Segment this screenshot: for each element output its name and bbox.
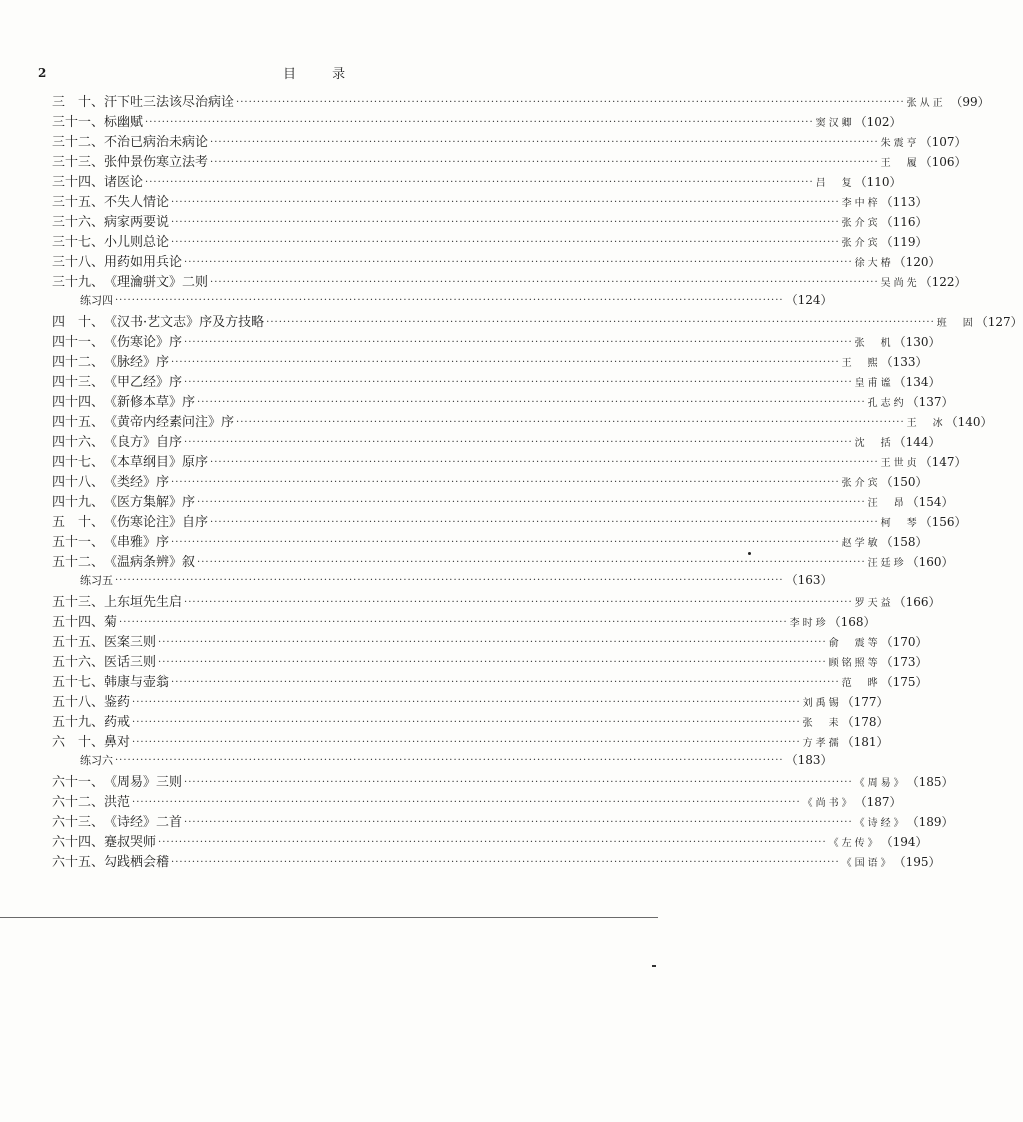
toc-leader-dots: ································································································································································: [119, 617, 788, 628]
toc-title: 用药如用兵论: [104, 255, 183, 270]
toc-page-ref: （166）: [893, 595, 941, 609]
toc-title: 汗下吐三法该尽治病诠: [104, 95, 235, 110]
toc-number: 五十一、: [52, 535, 105, 550]
toc-page-ref: （102）: [854, 115, 902, 129]
toc-author: 沈 括: [854, 438, 894, 449]
toc-author: 李时珍: [789, 618, 829, 629]
toc-number: 三十三、: [52, 155, 105, 170]
toc-page-ref: （194）: [880, 835, 928, 849]
toc-row: [52, 471, 928, 491]
toc-leader-dots: ································································································································································: [171, 357, 840, 368]
toc-row: [52, 451, 967, 471]
toc-row: [52, 851, 941, 871]
toc-page-ref: （147）: [919, 455, 967, 469]
toc-title: 《医方集解》序: [104, 495, 196, 510]
toc-author: 《左传》: [828, 838, 881, 849]
toc-author: 王 熙: [841, 358, 881, 369]
toc-page-ref: （110）: [854, 175, 902, 189]
toc-author: 赵学敏: [841, 538, 881, 549]
toc-title: 《汉书·艺文志》序及方技略: [104, 315, 265, 330]
toc-title: 菊: [104, 615, 118, 630]
toc-author: 李中梓: [841, 198, 881, 209]
toc-number: 五十三、: [52, 595, 105, 610]
toc-page-ref: （137）: [906, 395, 954, 409]
toc-number: 四十八、: [52, 475, 105, 490]
toc-leader-dots: ································································································································································: [132, 717, 801, 728]
toc-leader-dots: ································································································································································: [171, 217, 840, 228]
toc-number: 六十三、: [52, 815, 105, 830]
toc-title: 《甲乙经》序: [104, 375, 183, 390]
toc-leader-dots: ································································································································································: [184, 257, 853, 268]
toc-page-ref: （189）: [906, 815, 954, 829]
toc-author: 罗天益: [854, 598, 894, 609]
toc-leader-dots: ································································································································································: [184, 337, 853, 348]
toc-leader-dots: ································································································································································: [197, 397, 866, 408]
toc-author: 班 固: [936, 318, 976, 329]
bottom-rule: [0, 917, 658, 918]
toc-number: 四十六、: [52, 435, 105, 450]
toc-page-ref: （158）: [880, 535, 928, 549]
toc-number: 四十一、: [52, 335, 105, 350]
toc-number: 五十八、: [52, 695, 105, 710]
toc-number: 五十四、: [52, 615, 105, 630]
toc-row: [52, 271, 967, 291]
toc-page-ref: （195）: [893, 855, 941, 869]
toc-number: 四十三、: [52, 375, 105, 390]
toc-leader-dots: ································································································································································: [132, 737, 801, 748]
toc-author: 王 履: [880, 158, 920, 169]
toc-title: 《新修本草》序: [104, 395, 196, 410]
toc-title: 医话三则: [104, 655, 157, 670]
toc-number: 五十九、: [52, 715, 105, 730]
toc-page-ref: （156）: [919, 515, 967, 529]
toc-title: 练习五: [80, 574, 113, 587]
scan-speck: [652, 965, 656, 967]
toc-leader-dots: ································································································································································: [158, 837, 827, 848]
toc-page-ref: （130）: [893, 335, 941, 349]
toc-row: [52, 611, 876, 631]
toc-row: [52, 671, 928, 691]
toc-author: 皇甫谧: [854, 378, 894, 389]
toc-leader-dots: ································································································································································: [171, 857, 840, 868]
toc-author: 《诗经》: [854, 818, 907, 829]
toc-number: 三十二、: [52, 135, 105, 150]
toc-title: 医案三则: [104, 635, 157, 650]
toc-title: 不治已病治未病论: [104, 135, 209, 150]
toc-title: 标幽赋: [104, 115, 144, 130]
toc-leader-dots: ································································································································································: [184, 377, 853, 388]
toc-row: [52, 391, 954, 411]
toc-number: 三十九、: [52, 275, 105, 290]
toc-title: 《良方》自序: [104, 435, 183, 450]
toc-title: 《类经》序: [104, 475, 170, 490]
toc-row: [52, 111, 902, 131]
toc-leader-dots: ································································································································································: [184, 437, 853, 448]
toc-leader-dots: ································································································································································: [171, 197, 840, 208]
scan-speck: [748, 552, 751, 555]
toc-row: [52, 791, 902, 811]
toc-leader-dots: ································································································································································: [132, 797, 801, 808]
toc-row: [52, 811, 954, 831]
toc-exercise-row: [52, 571, 833, 591]
toc-title: 勾践栖会稽: [104, 855, 170, 870]
toc-number: 五十五、: [52, 635, 105, 650]
toc-page-ref: （119）: [880, 235, 928, 249]
toc-title: 张仲景伤寒立法考: [104, 155, 209, 170]
toc-page-ref: （170）: [880, 635, 928, 649]
toc-author: 汪 昂: [867, 498, 907, 509]
toc-row: [52, 511, 967, 531]
toc-title: 病家两要说: [104, 215, 170, 230]
toc-author: 范 晔: [841, 678, 881, 689]
toc-page-ref: （181）: [841, 735, 889, 749]
toc-title: 鼻对: [104, 735, 131, 750]
toc-row: [52, 251, 941, 271]
toc-page-ref: （124）: [785, 293, 833, 307]
toc-leader-dots: ································································································································································: [171, 677, 840, 688]
toc-row: [52, 411, 993, 431]
toc-leader-dots: ································································································································································: [197, 557, 866, 568]
toc-title: 诸医论: [104, 175, 144, 190]
toc-number: 三十五、: [52, 195, 105, 210]
toc-row: [52, 191, 928, 211]
toc-leader-dots: ································································································································································: [171, 477, 840, 488]
toc-author: 汪廷珍: [867, 558, 907, 569]
toc-row: [52, 691, 889, 711]
toc-number: 五十七、: [52, 675, 105, 690]
toc-number: 三十六、: [52, 215, 105, 230]
toc-title: 不失人情论: [104, 195, 170, 210]
toc-title: 《诗经》二首: [104, 815, 183, 830]
toc-leader-dots: ································································································································································: [115, 575, 784, 586]
toc-number: 四十七、: [52, 455, 105, 470]
toc-leader-dots: ································································································································································: [266, 317, 935, 328]
toc-leader-dots: ································································································································································: [145, 177, 814, 188]
toc-author: 刘禹锡: [802, 698, 842, 709]
toc-title: 上东垣先生启: [104, 595, 183, 610]
toc-leader-dots: ································································································································································: [184, 597, 853, 608]
toc-number: 四十五、: [52, 415, 105, 430]
toc-author: 张介宾: [841, 478, 881, 489]
toc-author: 窦汉卿: [815, 118, 855, 129]
page-number: 2: [38, 66, 47, 80]
toc-row: [52, 131, 967, 151]
toc-number: 六十五、: [52, 855, 105, 870]
toc-author: 顾铭照等: [828, 658, 881, 669]
toc-author: 孔志约: [867, 398, 907, 409]
toc-leader-dots: ································································································································································: [184, 777, 853, 788]
toc-leader-dots: ································································································································································: [145, 117, 814, 128]
toc-page-ref: （187）: [854, 795, 902, 809]
toc-page-ref: （120）: [893, 255, 941, 269]
toc-number: 三 十、: [52, 95, 105, 110]
toc-leader-dots: ································································································································································: [236, 97, 905, 108]
toc-leader-dots: ································································································································································: [158, 657, 827, 668]
toc-row: [52, 151, 967, 171]
toc-page-ref: （99）: [950, 95, 990, 109]
toc-title: 《伤寒论注》自序: [104, 515, 209, 530]
toc-page-ref: （122）: [919, 275, 967, 289]
toc-title: 《伤寒论》序: [104, 335, 183, 350]
toc-title: 练习四: [80, 294, 113, 307]
toc-leader-dots: ································································································································································: [210, 277, 879, 288]
toc-number: 六十一、: [52, 775, 105, 790]
toc-page-ref: （113）: [880, 195, 928, 209]
toc-author: 王世贞: [880, 458, 920, 469]
toc-page-ref: （127）: [975, 315, 1023, 329]
toc-number: 四 十、: [52, 315, 105, 330]
toc-author: 徐大椿: [854, 258, 894, 269]
toc-author: 朱震亨: [880, 138, 920, 149]
toc-page-ref: （160）: [906, 555, 954, 569]
toc-number: 五十六、: [52, 655, 105, 670]
toc-leader-dots: ································································································································································: [115, 755, 784, 766]
toc-number: 三十八、: [52, 255, 105, 270]
toc-author: 方孝孺: [802, 738, 842, 749]
toc-page-ref: （173）: [880, 655, 928, 669]
toc-title: 鉴药: [104, 695, 131, 710]
toc-title: 《脉经》序: [104, 355, 170, 370]
toc-number: 六 十、: [52, 735, 105, 750]
toc-row: [52, 211, 928, 231]
toc-author: 张 耒: [802, 718, 842, 729]
toc-leader-dots: ································································································································································: [184, 817, 853, 828]
toc-author: 《周易》: [854, 778, 907, 789]
toc-row: [52, 771, 954, 791]
toc-title: 《黄帝内经素问注》序: [104, 415, 235, 430]
toc-author: 《尚书》: [802, 798, 855, 809]
toc-number: 四十四、: [52, 395, 105, 410]
toc-author: 张从正: [906, 98, 946, 109]
toc-row: [52, 731, 889, 751]
toc-row: [52, 431, 941, 451]
toc-page-ref: （185）: [906, 775, 954, 789]
toc-title: 《本草纲目》原序: [104, 455, 209, 470]
toc-author: 张介宾: [841, 218, 881, 229]
toc-number: 四十九、: [52, 495, 105, 510]
toc-row: [52, 371, 941, 391]
toc-author: 俞 震等: [828, 638, 881, 649]
toc-row: [52, 491, 954, 511]
toc-leader-dots: ································································································································································: [115, 295, 784, 306]
toc-page-ref: （150）: [880, 475, 928, 489]
toc-row: [52, 591, 941, 611]
toc-row: [52, 231, 928, 251]
toc-leader-dots: ································································································································································: [210, 457, 879, 468]
toc-number: 五 十、: [52, 515, 105, 530]
toc-leader-dots: ································································································································································: [158, 637, 827, 648]
toc-author: 《国语》: [841, 858, 894, 869]
toc-author: 王 冰: [906, 418, 946, 429]
toc-page-ref: （144）: [893, 435, 941, 449]
toc-author: 张 机: [854, 338, 894, 349]
toc-page-ref: （177）: [841, 695, 889, 709]
toc-page-ref: （154）: [906, 495, 954, 509]
toc-author: 吕 复: [815, 178, 855, 189]
toc-row: [52, 711, 889, 731]
toc-title: 《理瀹骈文》二则: [104, 275, 209, 290]
toc-title: 洪范: [104, 795, 131, 810]
toc-page-ref: （107）: [919, 135, 967, 149]
toc-row: [52, 91, 990, 111]
toc-leader-dots: ································································································································································: [236, 417, 905, 428]
toc-leader-dots: ································································································································································: [210, 157, 879, 168]
toc-page-ref: （140）: [945, 415, 993, 429]
toc-number: 五十二、: [52, 555, 105, 570]
table-of-contents: [52, 91, 1023, 871]
toc-title: 《周易》三则: [104, 775, 183, 790]
toc-author: 张介宾: [841, 238, 881, 249]
toc-title: 练习六: [80, 754, 113, 767]
toc-title: 药戒: [104, 715, 131, 730]
toc-row: [52, 531, 928, 551]
toc-author: 吴尚先: [880, 278, 920, 289]
running-title: 目 录: [283, 67, 362, 82]
toc-number: 六十四、: [52, 835, 105, 850]
toc-title: 小儿则总论: [104, 235, 170, 250]
toc-leader-dots: ································································································································································: [210, 137, 879, 148]
toc-row: [52, 651, 928, 671]
toc-page-ref: （116）: [880, 215, 928, 229]
toc-number: 三十四、: [52, 175, 105, 190]
toc-row: [52, 311, 1023, 331]
toc-row: [52, 631, 928, 651]
toc-leader-dots: ································································································································································: [171, 537, 840, 548]
toc-leader-dots: ································································································································································: [197, 497, 866, 508]
toc-exercise-row: [52, 291, 833, 311]
toc-leader-dots: ································································································································································: [210, 517, 879, 528]
toc-page-ref: （178）: [841, 715, 889, 729]
toc-author: 柯 琴: [880, 518, 920, 529]
toc-leader-dots: ································································································································································: [171, 237, 840, 248]
toc-page-ref: （133）: [880, 355, 928, 369]
toc-number: 四十二、: [52, 355, 105, 370]
toc-page-ref: （175）: [880, 675, 928, 689]
toc-row: [52, 351, 928, 371]
toc-number: 三十七、: [52, 235, 105, 250]
toc-exercise-row: [52, 751, 833, 771]
toc-number: 六十二、: [52, 795, 105, 810]
toc-page-ref: （163）: [785, 573, 833, 587]
toc-page-ref: （183）: [785, 753, 833, 767]
toc-page-ref: （168）: [828, 615, 876, 629]
toc-title: 韩康与壶翁: [104, 675, 170, 690]
toc-page-ref: （106）: [919, 155, 967, 169]
toc-page-ref: （134）: [893, 375, 941, 389]
toc-row: [52, 171, 902, 191]
toc-title: 《串雅》序: [104, 535, 170, 550]
toc-title: 《温病条辨》叙: [104, 555, 196, 570]
toc-row: [52, 831, 928, 851]
toc-title: 蹇叔哭师: [104, 835, 157, 850]
toc-leader-dots: ································································································································································: [132, 697, 801, 708]
toc-number: 三十一、: [52, 115, 105, 130]
toc-row: [52, 551, 954, 571]
toc-row: [52, 331, 941, 351]
